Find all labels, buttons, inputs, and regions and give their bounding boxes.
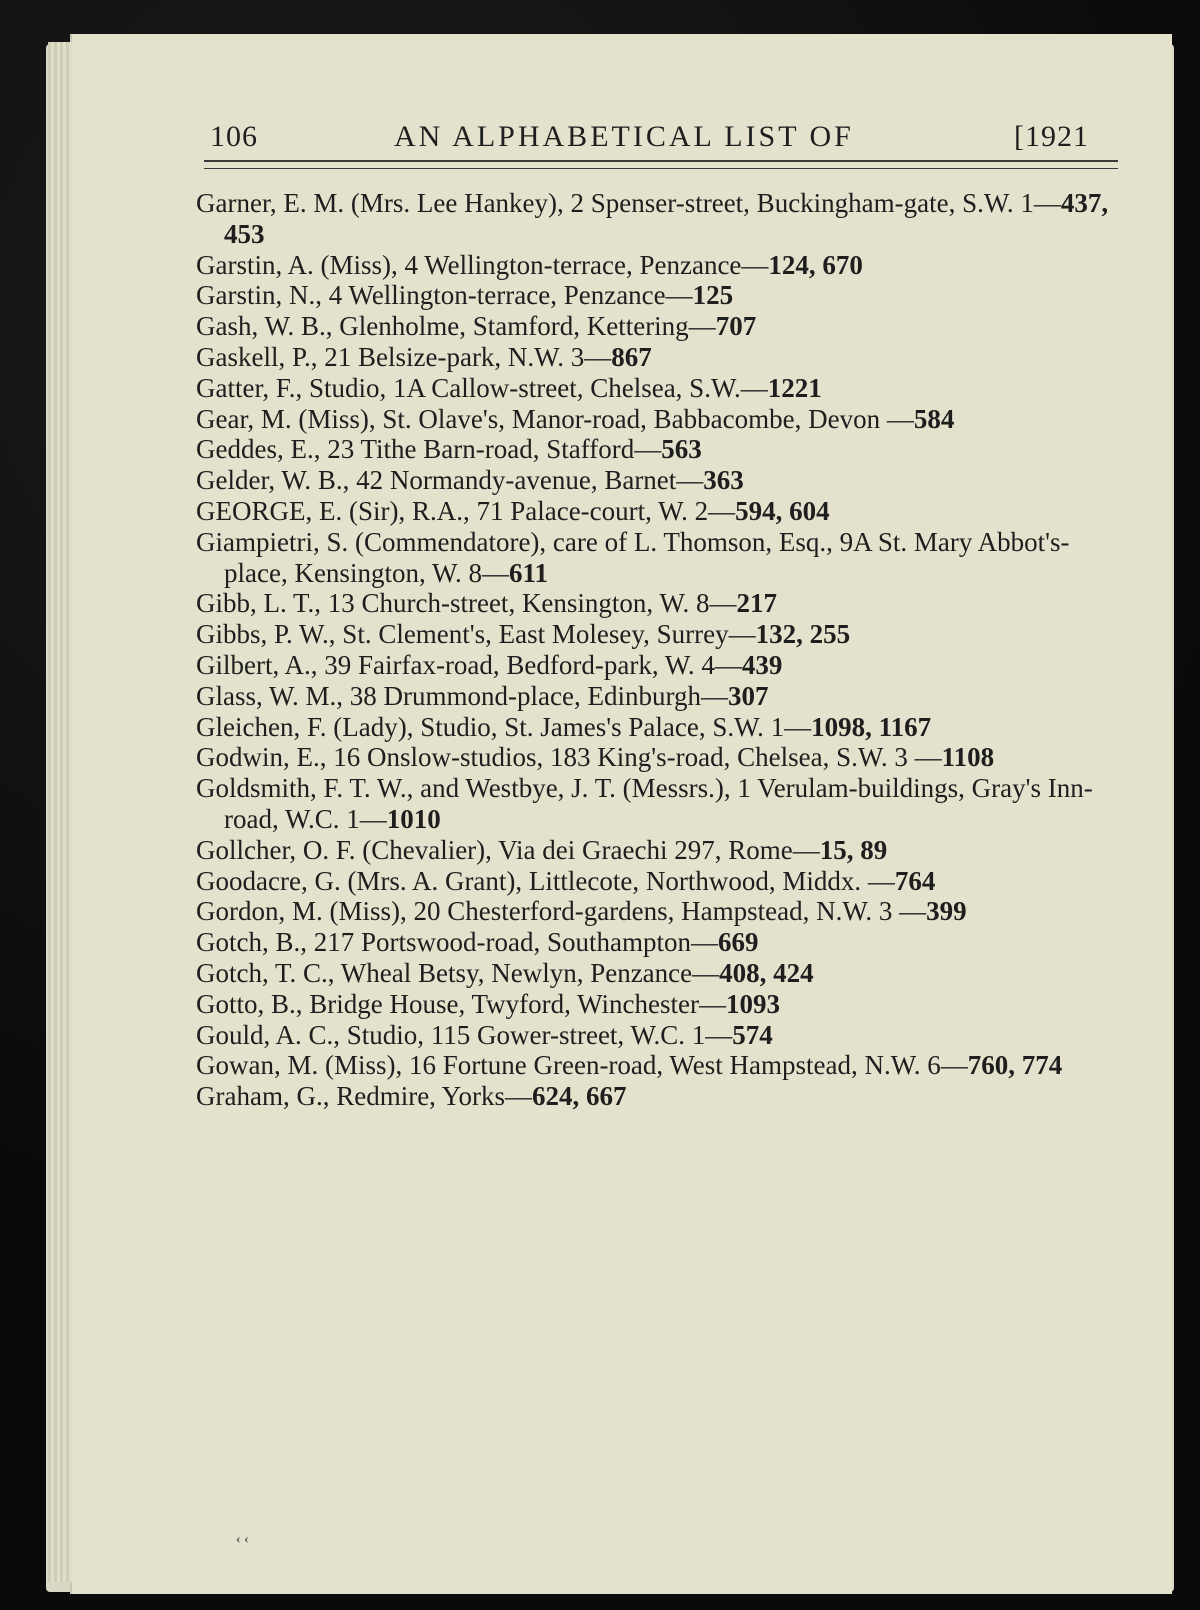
- list-item: [196, 1050, 1126, 1081]
- list-item: [196, 712, 1126, 743]
- entry-refs: 1221: [767, 372, 822, 403]
- entry-text: Giampietri, S. (Commendatore), care of L. Thomson, Esq., 9A St. Mary Abbot's-place, Kensington, W. 8—: [196, 526, 1070, 588]
- list-item: [196, 404, 1126, 435]
- entry-refs: 15, 89: [819, 834, 888, 865]
- entry-refs: 584: [913, 403, 955, 434]
- entry-refs: 363: [703, 465, 744, 496]
- entry-text: Gleichen, F. (Lady), Studio, St. James's Palace, S.W. 1—: [196, 711, 812, 742]
- entry-refs: 439: [741, 649, 783, 680]
- entry-list: [196, 188, 1126, 1112]
- page-number: 106: [210, 120, 258, 153]
- entry-refs: 132, 255: [755, 619, 851, 650]
- list-item: [196, 465, 1126, 496]
- entry-text: Gowan, M. (Miss), 16 Fortune Green-road, West Hampstead, N.W. 6—: [196, 1050, 968, 1081]
- list-item: [196, 927, 1126, 958]
- entry-refs: 764: [894, 865, 936, 896]
- list-item: [196, 342, 1126, 373]
- entry-refs: 125: [692, 280, 734, 311]
- list-item: [196, 681, 1126, 712]
- entry-text: GEORGE, E. (Sir), R.A., 71 Palace-court, W. 2—: [196, 495, 736, 526]
- list-item: [196, 866, 1126, 897]
- list-item: [196, 588, 1126, 619]
- list-item: [196, 188, 1126, 250]
- entry-text: Gollcher, O. F. (Chevalier), Via dei Graechi 297, Rome—: [196, 834, 820, 865]
- entry-refs: 408, 424: [719, 957, 814, 988]
- list-item: [196, 619, 1126, 650]
- entry-refs: 1108: [941, 742, 995, 773]
- entry-text: Goldsmith, F. T. W., and Westbye, J. T. (Messrs.), 1 Verulam-buildings, Gray's Inn-road, W.C. 1—: [196, 773, 1093, 834]
- entry-refs: 574: [732, 1019, 773, 1050]
- running-header: [138, 116, 1118, 156]
- entry-refs: 594, 604: [735, 495, 830, 526]
- list-item: [196, 835, 1126, 866]
- list-item: [196, 958, 1126, 989]
- list-item: [196, 742, 1126, 773]
- entry-text: Gotch, T. C., Wheal Betsy, Newlyn, Penzance—: [196, 957, 720, 988]
- list-item: [196, 496, 1126, 527]
- entry-text: Gordon, M. (Miss), 20 Chesterford-gardens, Hampstead, N.W. 3 —: [196, 896, 927, 927]
- list-item: [196, 434, 1126, 465]
- list-item: [196, 250, 1126, 281]
- entry-text: Garstin, N., 4 Wellington-terrace, Penzance—: [196, 280, 693, 311]
- header-rule: [204, 160, 1118, 169]
- entry-text: Gelder, W. B., 42 Normandy-avenue, Barnet—: [196, 465, 704, 496]
- entry-text: Gilbert, A., 39 Fairfax-road, Bedford-park, W. 4—: [196, 649, 742, 680]
- running-title: AN ALPHABETICAL LIST OF: [394, 120, 854, 153]
- list-item: [196, 650, 1126, 681]
- entry-text: Gatter, F., Studio, 1A Callow-street, Chelsea, S.W.—: [196, 372, 768, 403]
- list-item: [196, 280, 1126, 311]
- entry-refs: 437, 453: [224, 188, 1109, 249]
- entry-text: Gotch, B., 217 Portswood-road, Southampton—: [196, 927, 718, 958]
- footer-marks: ‹ ‹: [236, 1532, 249, 1547]
- entry-refs: 1098, 1167: [811, 711, 932, 742]
- entry-refs: 611: [508, 557, 548, 588]
- entry-text: Graham, G., Redmire, Yorks—: [196, 1081, 532, 1112]
- entry-text: Gotto, B., Bridge House, Twyford, Winchester—: [196, 988, 726, 1019]
- entry-refs: 1010: [386, 803, 441, 834]
- list-item: [196, 1081, 1126, 1112]
- entry-refs: 217: [736, 588, 777, 619]
- entry-text: Garstin, A. (Miss), 4 Wellington-terrace, Penzance—: [196, 249, 769, 280]
- entry-text: Glass, W. M., 38 Drummond-place, Edinburgh—: [196, 680, 728, 711]
- entry-text: Goodacre, G. (Mrs. A. Grant), Littlecote, Northwood, Middx. —: [196, 865, 895, 896]
- entry-refs: 669: [717, 927, 759, 958]
- list-item: [196, 773, 1126, 835]
- entry-text: Godwin, E., 16 Onslow-studios, 183 King's-road, Chelsea, S.W. 3 —: [196, 742, 942, 773]
- entry-text: Geddes, E., 23 Tithe Barn-road, Stafford—: [196, 434, 662, 465]
- entry-refs: 124, 670: [768, 249, 863, 280]
- list-item: [196, 1020, 1126, 1051]
- entry-refs: 624, 667: [531, 1081, 627, 1112]
- entry-text: Gibb, L. T., 13 Church-street, Kensington, W. 8—: [196, 588, 737, 619]
- entry-text: Garner, E. M. (Mrs. Lee Hankey), 2 Spenser-street, Buckingham-gate, S.W. 1—: [196, 188, 1061, 218]
- list-item: [196, 896, 1126, 927]
- entry-text: Gear, M. (Miss), St. Olave's, Manor-road, Babbacombe, Devon —: [196, 403, 914, 434]
- entry-text: Gould, A. C., Studio, 115 Gower-street, W.C. 1—: [196, 1019, 733, 1050]
- entry-text: Gibbs, P. W., St. Clement's, East Molesey, Surrey—: [196, 619, 756, 650]
- list-item: [196, 373, 1126, 404]
- entry-refs: 760, 774: [967, 1050, 1063, 1081]
- list-item: [196, 311, 1126, 342]
- entry-refs: 707: [715, 311, 757, 342]
- entry-text: Gaskell, P., 21 Belsize-park, N.W. 3—: [196, 341, 612, 372]
- entry-refs: 1093: [725, 988, 780, 1019]
- year-label: [1921: [1014, 120, 1089, 153]
- list-item: [196, 527, 1126, 589]
- entry-refs: 563: [661, 434, 702, 465]
- entry-refs: 867: [611, 341, 652, 372]
- entry-refs: 399: [926, 896, 967, 927]
- entry-refs: 307: [727, 680, 769, 711]
- list-item: [196, 989, 1126, 1020]
- entry-text: Gash, W. B., Glenholme, Stamford, Kettering—: [196, 311, 716, 342]
